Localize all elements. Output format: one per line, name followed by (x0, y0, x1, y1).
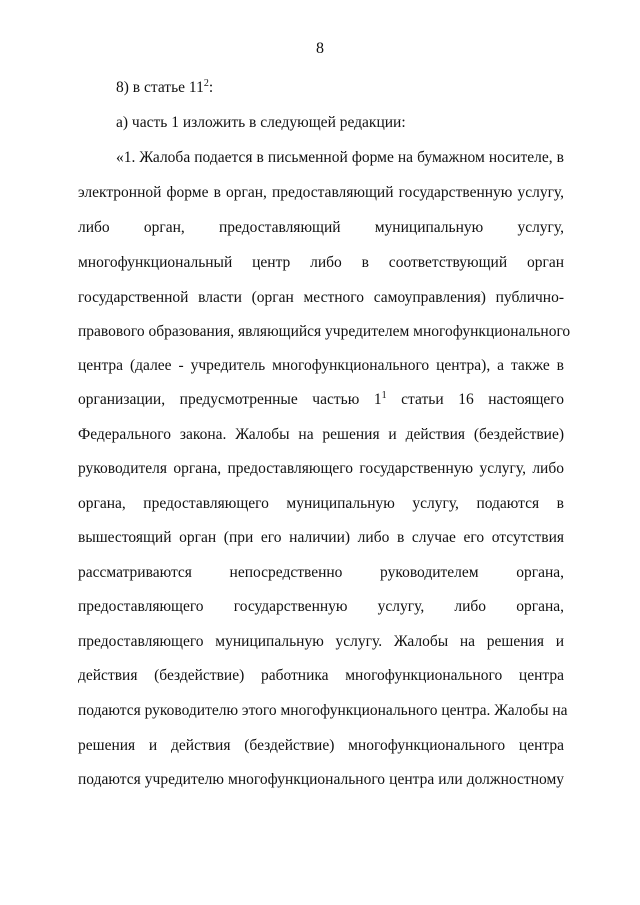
body-line-13: рассматриваются непосредственно руководителем органа, (78, 564, 564, 581)
body-line-6: правового образования, являющийся учредителем многофункционального (78, 323, 571, 340)
body-line-7: центра (далее - учредитель многофункционального центра), а также в (78, 357, 564, 374)
amendment-heading (116, 78, 213, 98)
body-line-5: государственной власти (орган местного самоуправления) публично- (78, 289, 564, 306)
body-line-8-superscript: 1 (381, 389, 387, 401)
body-line-11: органа, предоставляющего муниципальную услугу, подаются в (78, 495, 564, 512)
body-line-8-before: организации, предусмотренные частью 1 (78, 391, 382, 408)
body-line-18: решения и действия (бездействие) многофункционального центра (78, 737, 564, 754)
heading-prefix: 8) в статье 11 (116, 79, 204, 96)
body-line-3: либо орган, предоставляющий муниципальную услугу, (78, 219, 564, 236)
body-line-9: Федерального закона. Жалобы на решения и действия (бездействие) (78, 426, 564, 443)
body-line-12: вышестоящий орган (при его наличии) либо в случае его отсутствия (78, 529, 564, 546)
amendment-subheading: а) часть 1 изложить в следующей редакции: (116, 114, 406, 131)
page-number: 8 (316, 40, 324, 57)
body-line-16: действия (бездействие) работника многофункционального центра (78, 667, 564, 684)
heading-suffix: : (208, 79, 214, 96)
body-line-8-after: статьи 16 настоящего (386, 391, 564, 408)
heading-superscript: 2 (203, 77, 209, 89)
body-line-14: предоставляющего государственную услугу, либо органа, (78, 598, 564, 615)
body-line-17: подаются руководителю этого многофункционального центра. Жалобы на (78, 702, 568, 719)
body-line-4: многофункциональный центр либо в соответствующий орган (78, 254, 564, 271)
body-line-2: электронной форме в орган, предоставляющий государственную услугу, (78, 184, 564, 201)
body-line-15: предоставляющего муниципальную услугу. Жалобы на решения и (78, 633, 564, 650)
body-line-8 (78, 390, 564, 410)
body-line-1: «1. Жалоба подается в письменной форме на бумажном носителе, в (116, 149, 564, 166)
body-line-19: подаются учредителю многофункционального центра или должностному (78, 771, 564, 788)
body-line-10: руководителя органа, предоставляющего государственную услугу, либо (78, 460, 564, 477)
